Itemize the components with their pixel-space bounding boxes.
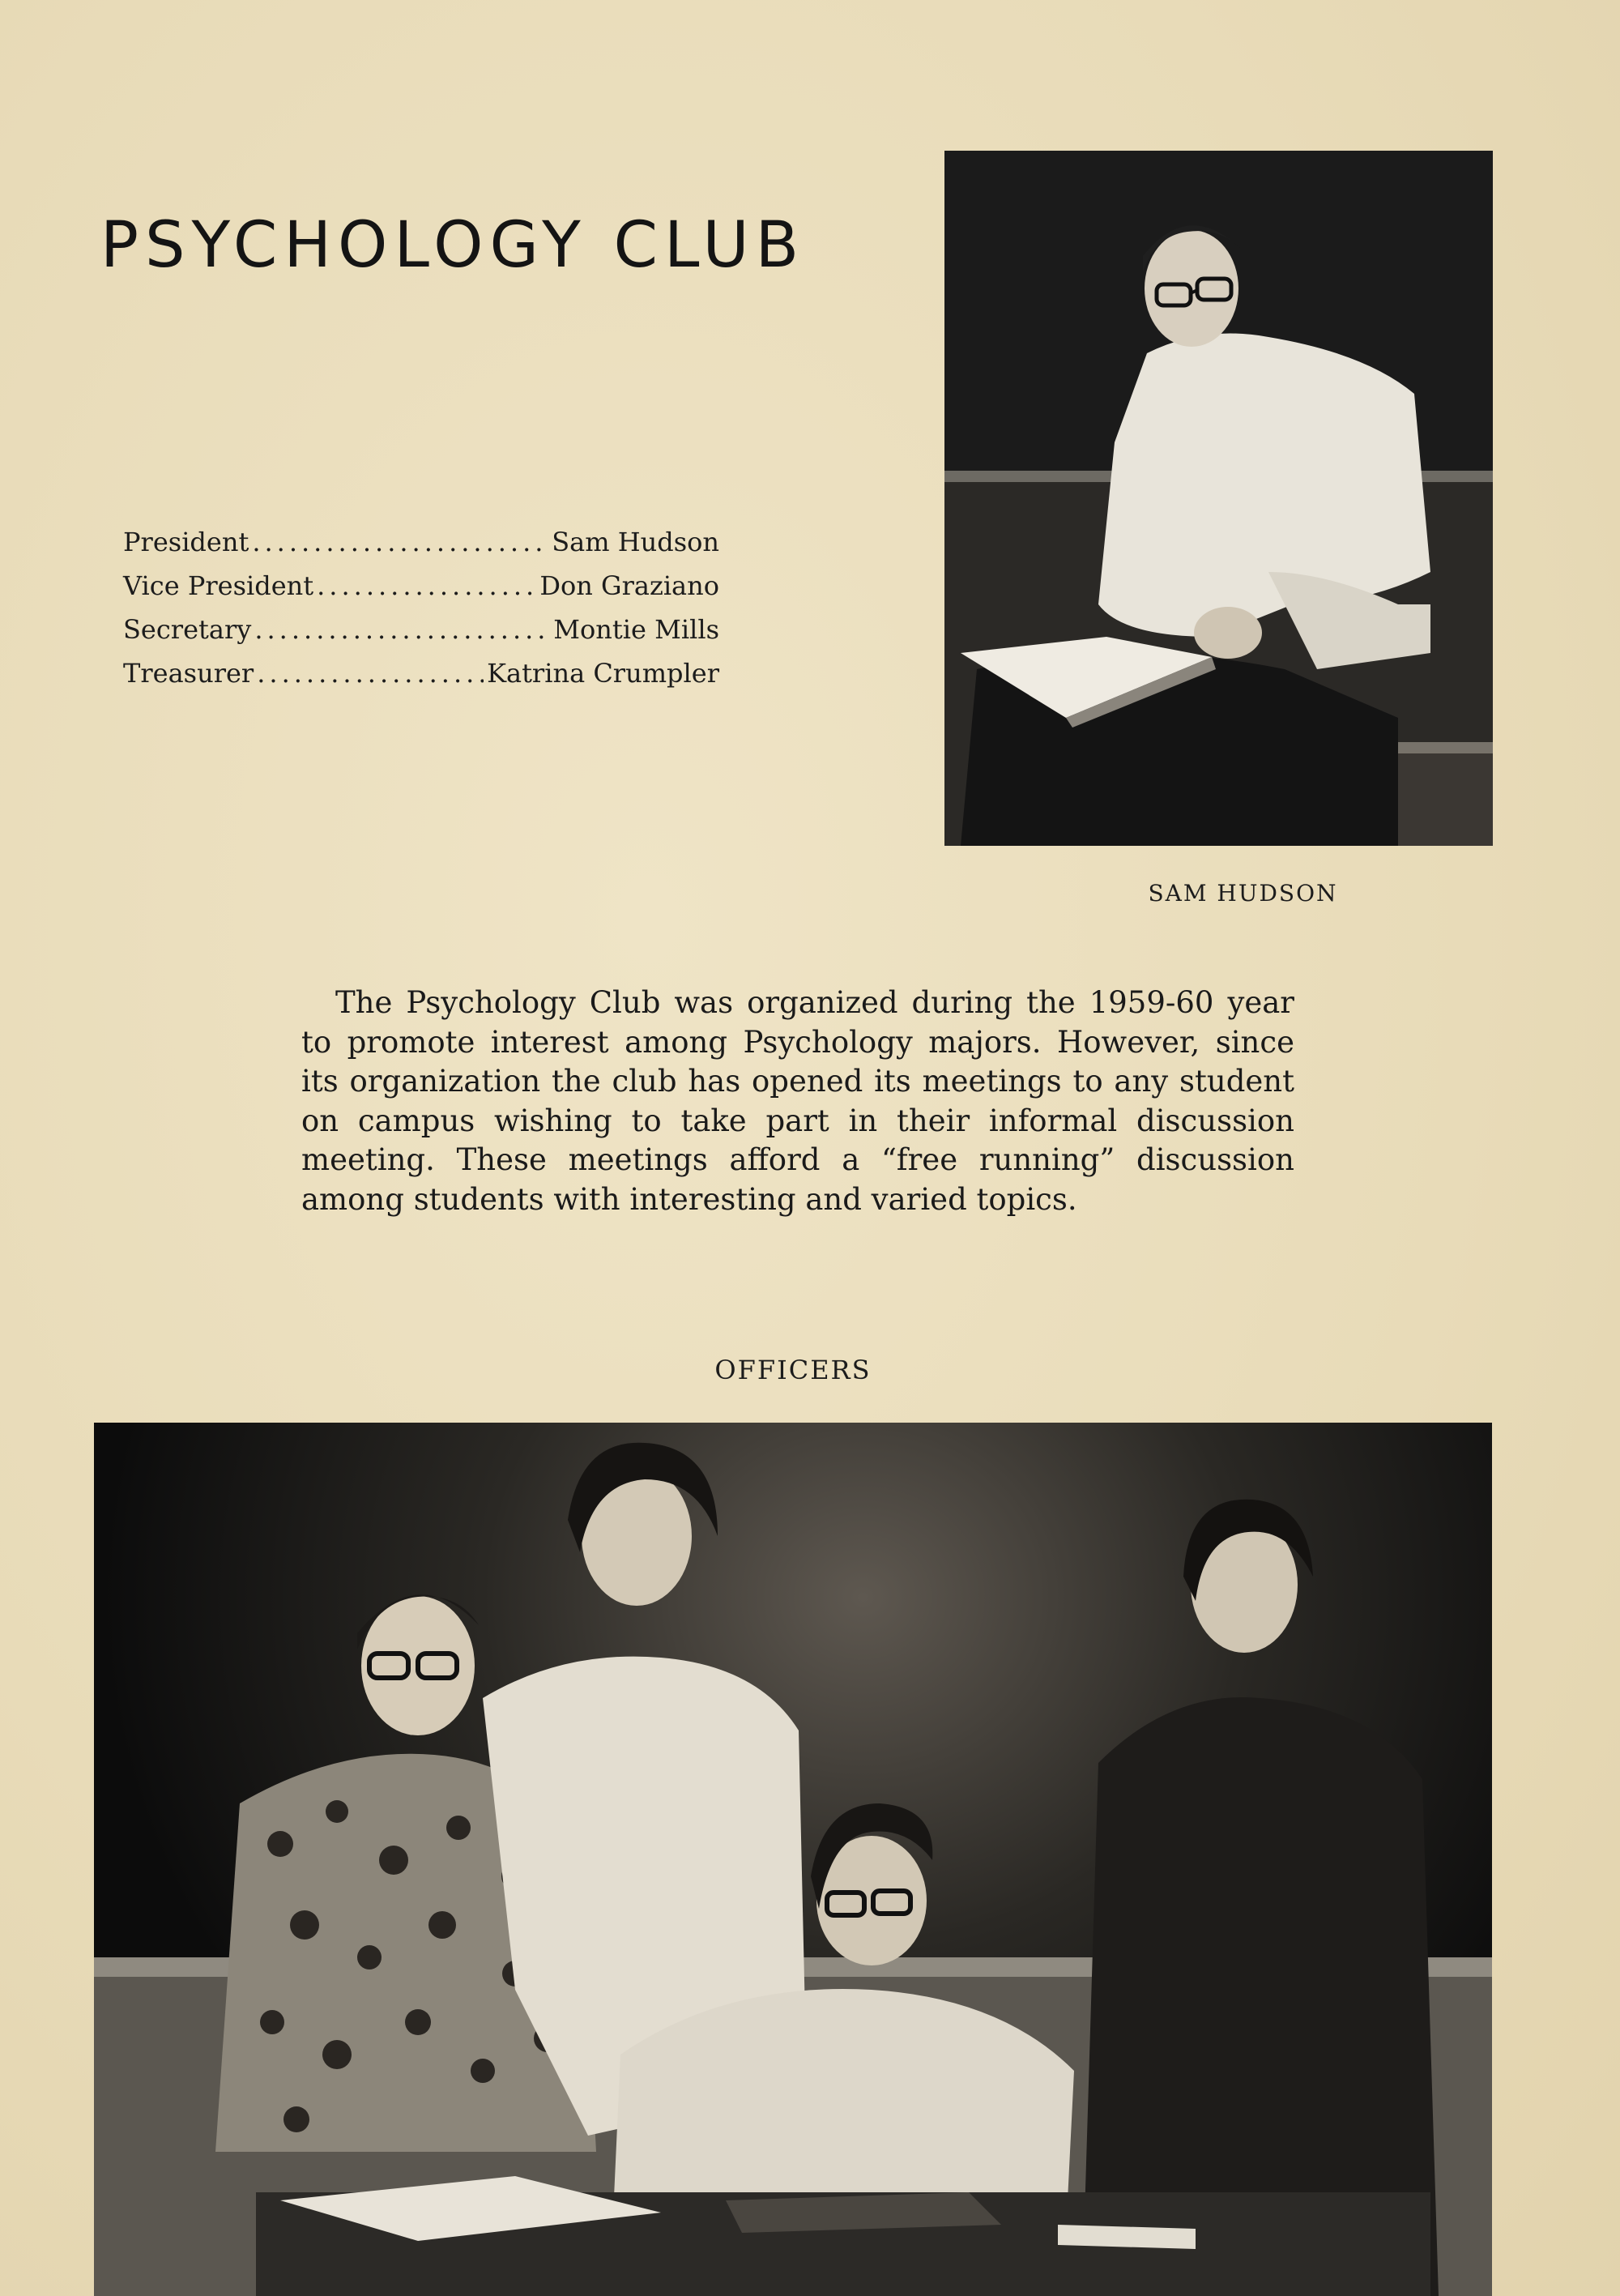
officer-role: President xyxy=(123,527,249,557)
leader-dots xyxy=(317,570,536,601)
page-title: PSYCHOLOGY CLUB xyxy=(100,209,806,282)
club-description: The Psychology Club was organized during the 1959-60 year to promote interest among Psychology majors. However, since its organization the club has opened its meetings to any student on campus wishing to take part in their informal discussion meeting. These meetings afford a “free running” discussion among students with interesting and varied topics. xyxy=(301,985,1294,1217)
officers-caption: OFFICERS xyxy=(714,1355,872,1385)
officer-name: Sam Hudson xyxy=(552,527,719,557)
leader-dots xyxy=(252,527,548,557)
officers-list xyxy=(123,527,719,702)
officers-group-photo xyxy=(94,1423,1492,2296)
officer-row xyxy=(123,658,719,702)
portrait-caption: SAM HUDSON xyxy=(1148,880,1338,907)
leader-dots xyxy=(254,614,550,645)
officer-row xyxy=(123,614,719,658)
portrait-illustration xyxy=(944,151,1493,846)
officer-role: Secretary xyxy=(123,614,252,645)
officer-name: Katrina Crumpler xyxy=(487,658,719,689)
officer-row xyxy=(123,527,719,570)
officer-name: Montie Mills xyxy=(553,614,719,645)
portrait-photo xyxy=(944,151,1493,846)
officer-row xyxy=(123,570,719,614)
officer-name: Don Graziano xyxy=(539,570,719,601)
leader-dots xyxy=(257,658,484,689)
officer-role: Treasurer xyxy=(123,658,254,689)
officer-role: Vice President xyxy=(123,570,314,601)
group-illustration xyxy=(94,1423,1492,2296)
